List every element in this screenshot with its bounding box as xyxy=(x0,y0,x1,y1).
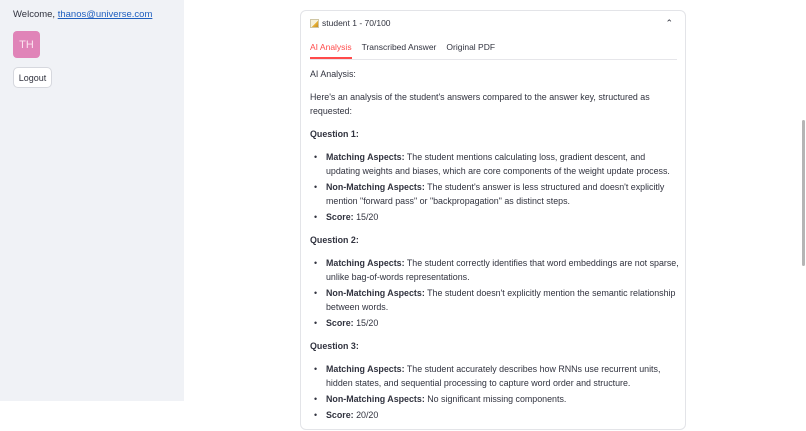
page-scrollbar[interactable] xyxy=(802,120,805,266)
logout-button[interactable]: Logout xyxy=(13,67,52,88)
welcome-prefix: Welcome, xyxy=(13,9,58,20)
list-item xyxy=(326,180,680,208)
tab-original-pdf[interactable]: Original PDF xyxy=(446,42,496,52)
matching-label: Matching Aspects: xyxy=(326,152,405,162)
list-item xyxy=(326,392,680,406)
list-item xyxy=(326,150,680,178)
analysis-intro: Here's an analysis of the student's answers compared to the answer key, structured as requested: xyxy=(310,92,650,116)
score-value: 20/20 xyxy=(353,410,379,420)
matching-label: Matching Aspects: xyxy=(326,364,405,374)
list-item xyxy=(326,210,680,224)
student-expander xyxy=(300,10,686,430)
question-1-title: Question 1: xyxy=(310,129,359,139)
list-item xyxy=(326,408,680,422)
tab-ai-analysis[interactable]: AI Analysis xyxy=(310,41,352,59)
nonmatching-text: The student doesn't explicitly mention the semantic relationship between words. xyxy=(326,288,676,312)
expander-header[interactable] xyxy=(310,18,391,28)
nonmatching-text: No significant missing components. xyxy=(424,394,567,404)
welcome-text xyxy=(13,9,152,20)
nonmatching-text: The student's answer is less structured and doesn't explicitly mention "forward pass" or "backpropagation" as distinct steps. xyxy=(326,182,665,206)
tab-bar xyxy=(310,41,677,60)
question-3-list xyxy=(310,362,680,422)
matching-text: The student accurately describes how RNNs use recurrent units, hidden states, and sequential processing to capture word order and structure. xyxy=(326,364,661,388)
expander-title: student 1 - 70/100 xyxy=(322,18,391,28)
analysis-content xyxy=(310,67,680,431)
score-label: Score: xyxy=(326,212,354,222)
matching-label: Matching Aspects: xyxy=(326,258,405,268)
score-label: Score: xyxy=(326,410,354,420)
nonmatching-label: Non-Matching Aspects: xyxy=(326,288,425,298)
list-item xyxy=(326,316,680,330)
question-2-title: Question 2: xyxy=(310,235,359,245)
matching-text: The student correctly identifies that word embeddings are not sparse, unlike bag-of-words representations. xyxy=(326,258,679,282)
user-email-link[interactable]: thanos@universe.com xyxy=(57,9,153,20)
question-2-list xyxy=(310,256,680,330)
list-item xyxy=(326,362,680,390)
analysis-heading: AI Analysis: xyxy=(310,69,356,79)
matching-text: The student mentions calculating loss, gradient descent, and updating weights and biases, which are core components of the weight update process. xyxy=(326,152,670,176)
score-value: 15/20 xyxy=(353,212,379,222)
nonmatching-label: Non-Matching Aspects: xyxy=(326,394,425,404)
avatar: TH xyxy=(13,31,40,58)
nonmatching-label: Non-Matching Aspects: xyxy=(326,182,425,192)
tab-transcribed-answer[interactable]: Transcribed Answer xyxy=(361,42,437,52)
score-value: 15/20 xyxy=(353,318,379,328)
memo-icon xyxy=(310,19,319,28)
sidebar xyxy=(0,0,184,401)
score-label: Score: xyxy=(326,318,354,328)
question-1-list xyxy=(310,150,680,224)
list-item xyxy=(326,256,680,284)
question-3-title: Question 3: xyxy=(310,341,359,351)
chevron-up-icon[interactable]: ⌃ xyxy=(665,18,673,28)
list-item xyxy=(326,286,680,314)
